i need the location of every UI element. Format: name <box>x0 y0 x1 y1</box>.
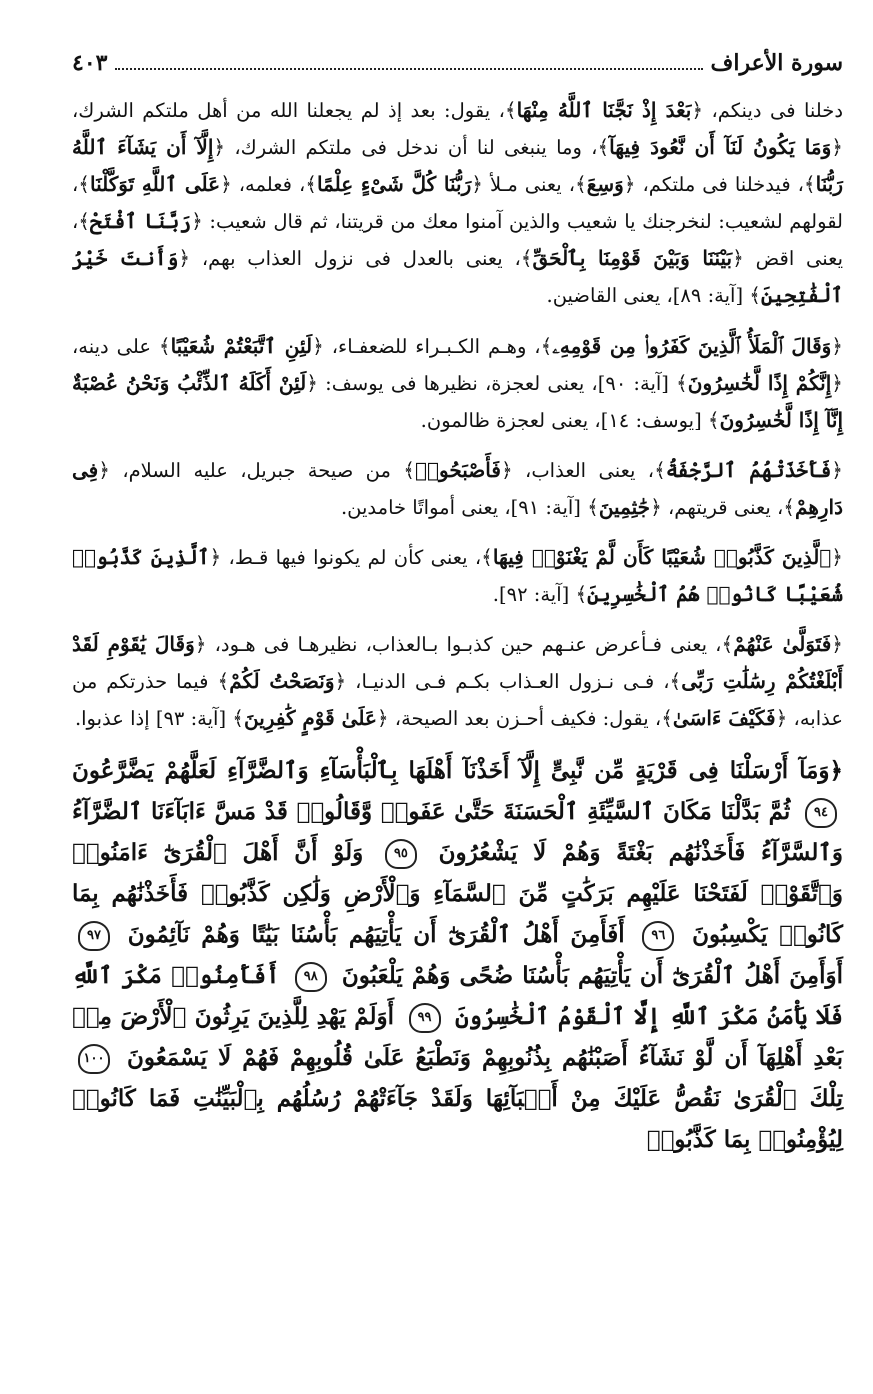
ayah-number-marker: ٩٩ <box>409 1003 441 1033</box>
commentary-section <box>72 92 843 737</box>
commentary-text: ، يعنى اقض <box>72 210 844 270</box>
ayah-number-marker: ٩٨ <box>295 962 327 992</box>
commentary-text: ، يعنى كأن لم يكونوا فيها قـط، <box>221 546 482 569</box>
commentary-text: [آية: ٨٩]، يعنى القاضين. <box>546 284 750 307</box>
page-header <box>72 50 843 86</box>
quran-quote: ﴿ لَئِنِ ٱتَّبَعْتُمْ شُعَيْبًا ﴾ <box>159 334 324 358</box>
verse-text: تِلْكَ ٱلْقُرَىٰ نَقُصُّ عَلَيْكَ مِنْ أَنۢبَآئِهَا وَلَقَدْ جَآءَتْهُمْ رُسُلُهُم بِٱلْبَيِّنَٰتِ فَمَا كَانُوا۟ لِيُؤْمِنُوا۟ بِمَا كَذَّبُوا۟ <box>72 1085 843 1153</box>
commentary-text: ، وما ينبغى لنا أن ندخل فى ملتكم الشرك، <box>225 136 598 159</box>
quran-quote: ﴿ فِى دَارِهِمْ ﴾ <box>72 458 843 519</box>
quran-quote: ﴿ ٱلَّذِينَ كَذَّبُوا۟ شُعَيْبًا كَانُوا۟ هُمُ ٱلْخَٰسِرِينَ ﴾ <box>72 545 843 606</box>
commentary-text: ، فيدخلنا فى ملتكم، <box>635 173 804 196</box>
commentary-text: فيما حذرتكم من عذابه، <box>72 670 843 730</box>
commentary-text: ، يقول: فكيف أحـزن بعد الصيحة، <box>388 707 662 730</box>
commentary-paragraph <box>72 328 843 439</box>
surah-title: سورة الأعراف <box>710 50 843 76</box>
ayah-number-marker: ٩٦ <box>642 921 674 951</box>
quran-quote: ﴿ فَأَصْبَحُوا۟ ﴾ <box>403 458 512 482</box>
ayah-number-marker: ٩٥ <box>385 839 417 869</box>
ayah-number-marker: ٩٤ <box>805 798 837 828</box>
quran-quote: ﴿ بَعْدَ إِذْ نَجَّنَا ٱللَّهُ مِنْهَا ﴾ <box>505 98 703 122</box>
quran-quote: ﴿ رَبَّنَا ٱفْتَحْ ﴾ <box>78 209 203 233</box>
commentary-text: ، يعنى بالعدل فى نزول العذاب بهم، <box>190 247 521 270</box>
quran-quote: ﴿ فَتَوَلَّىٰ عَنْهُمْ ﴾ <box>721 632 843 656</box>
commentary-text: ، وهـم الكـبـراء للضعفـاء، <box>323 335 541 358</box>
quran-quote: ﴿ إِلَّآ أَن يَشَآءَ ٱللَّهُ رَبُّنَا ﴾ <box>72 135 843 196</box>
book-page <box>72 50 843 1384</box>
quran-quote: ﴿ فَكَيْفَ ءَاسَىٰ ﴾ <box>661 706 787 730</box>
quran-quote: ﴿ وَقَالَ يَٰقَوْمِ لَقَدْ أَبْلَغْتُكُمْ رِسَٰلَٰتِ رَبِّى ﴾ <box>72 632 843 693</box>
commentary-paragraph <box>72 92 843 314</box>
quran-quote: ﴿ عَلَى ٱللَّهِ تَوَكَّلْنَا ﴾ <box>78 172 231 196</box>
commentary-text: من صيحة جبريل، عليه السلام، <box>109 459 404 482</box>
quran-quote: ﴿ وَقَالَ ٱلْمَلَأُ ٱلَّذِينَ كَفَرُوا۟ مِن قَوْمِهِۦ ﴾ <box>541 334 843 358</box>
verse-text: أَوَأَمِنَ أَهْلُ ٱلْقُرَىٰٓ أَن يَأْتِيَهُم بَأْسُنَا ضُحًى وَهُمْ يَلْعَبُونَ <box>332 962 843 989</box>
quran-quote: ﴿ وَنَصَحْتُ لَكُمْ ﴾ <box>217 669 346 693</box>
quran-quote: ﴿ ٱلَّذِينَ كَذَّبُوا۟ شُعَيْبًا كَأَن لَّمْ يَغْنَوْا۟ فِيهَا ﴾ <box>481 545 843 569</box>
commentary-text: ، يقول: بعد إذ لم يجعلنا الله من أهل ملتكم الشرك، <box>72 99 505 122</box>
commentary-text: ، فعلمه، <box>231 173 306 196</box>
ayah-number-marker: ١٠٠ <box>78 1044 110 1074</box>
ayah-number-marker: ٩٧ <box>78 921 110 951</box>
page-number: ٤٠٣ <box>72 50 108 76</box>
header-dotted-leader <box>115 50 702 70</box>
verse-text: أَفَأَمِنُوا۟ مَكْرَ ٱللَّهِ فَلَا يَأْمَنُ مَكْرَ ٱللَّهِ إِلَّا ٱلْقَوْمُ ٱلْخَٰسِرُونَ <box>72 962 844 1030</box>
commentary-paragraph <box>72 626 843 737</box>
quran-quote: ﴿ عَلَىٰ قَوْمٍ كَٰفِرِينَ ﴾ <box>232 706 388 730</box>
commentary-text: ، يعنى فـأعرض عنـهم حين كذبـوا بـالعذاب، نظيرهـا فى هـود، <box>206 633 722 656</box>
commentary-paragraph <box>72 452 843 526</box>
commentary-text: [يوسف: ١٤]، يعنى لعجزة ظالمون. <box>420 409 708 432</box>
quran-quote: ﴿ فَأَخَذَتْهُمُ ٱلرَّجْفَةُ ﴾ <box>654 458 843 482</box>
commentary-text: دخلنا فى دينكم، <box>703 99 843 122</box>
quran-quote: ﴿ وَسِعَ ﴾ <box>575 172 636 196</box>
verse-text: ﴿وَمَآ أَرْسَلْنَا فِى قَرْيَةٍ مِّن نَّبِىٍّ إِلَّآ أَخَذْنَآ أَهْلَهَا بِٱلْبَأْسَآءِ وَٱلضَّرَّآءِ لَعَلَّهُمْ يَضَّرَّعُونَ <box>72 757 843 784</box>
commentary-text: ، يعنى مـلأ <box>483 173 576 196</box>
verse-text: أَفَأَمِنَ أَهْلُ ٱلْقُرَىٰٓ أَن يَأْتِيَهُم بَأْسُنَا بَيَٰتًا وَهُمْ نَآئِمُونَ <box>116 921 625 948</box>
commentary-paragraph <box>72 539 843 613</box>
commentary-text: [آية: ٩٢]. <box>492 583 576 606</box>
verse-text: ثُمَّ بَدَّلْنَا مَكَانَ ٱلسَّيِّئَةِ ٱلْحَسَنَةَ حَتَّىٰ عَفَوا۟ وَّقَالُوا۟ قَدْ مَسَّ ءَابَآءَنَا ٱلضَّرَّآءُ وَٱلسَّرَّآءُ فَأَخَذْنَٰهُم بَغْتَةً وَهُمْ لَا يَشْعُرُونَ <box>72 798 843 866</box>
commentary-text: ، يعنى العذاب، <box>512 459 655 482</box>
verse-text: وَلَوْ أَنَّ أَهْلَ ٱلْقُرَىٰٓ ءَامَنُوا۟ وَٱتَّقَوْا۟ لَفَتَحْنَا عَلَيْهِم بَرَكَٰتٍ مِّنَ ٱلسَّمَآءِ وَٱلْأَرْضِ وَلَٰكِن كَذَّبُوا۟ فَأَخَذْنَٰهُم بِمَا كَانُوا۟ يَكْسِبُونَ <box>72 839 843 948</box>
quran-quote: ﴿ إِنَّكُمْ إِذًا لَّخَٰسِرُونَ ﴾ <box>676 371 843 395</box>
quran-quote: ﴿ رَبُّنَا كُلَّ شَىْءٍ عِلْمًا ﴾ <box>305 172 483 196</box>
quran-quote: ﴿ وَأَنتَ خَيْرُ ٱلْفَٰتِحِينَ ﴾ <box>72 246 843 307</box>
commentary-text: على دينه، <box>72 335 159 358</box>
commentary-text: [آية: ٩٣] إذا عذبوا. <box>74 707 233 730</box>
quran-quote: ﴿ جَٰثِمِينَ ﴾ <box>587 495 662 519</box>
quran-quote: ﴿ بَيْنَنَا وَبَيْنَ قَوْمِنَا بِٱلْحَقِّ ﴾ <box>521 246 744 270</box>
commentary-text: ، يعنى قريتهم، <box>661 496 784 519</box>
quran-verses-block <box>72 750 843 1160</box>
commentary-text: [آية: ٩٠]، يعنى لعجزة، نظيرها فى يوسف: <box>318 372 677 395</box>
verse-text: أَوَلَمْ يَهْدِ لِلَّذِينَ يَرِثُونَ ٱلْأَرْضَ مِنۢ بَعْدِ أَهْلِهَآ أَن لَّوْ نَشَآءُ أَصَبْنَٰهُم بِذُنُوبِهِمْ وَنَطْبَعُ عَلَىٰ قُلُوبِهِمْ فَهُمْ لَا يَسْمَعُونَ <box>72 1003 843 1071</box>
quran-quote: ﴿ وَمَا يَكُونُ لَنَآ أَن نَّعُودَ فِيهَآ ﴾ <box>597 135 843 159</box>
commentary-text: ، لقولهم لشعيب: لنخرجنك يا شعيب والذين آمنوا معك من قريتنا، ثم قال شعيب: <box>72 173 844 233</box>
quran-quote: ﴿ لَئِنْ أَكَلَهُ ٱلذِّئْبُ وَنَحْنُ عُصْبَةٌ إِنَّآ إِذًا لَّخَٰسِرُونَ ﴾ <box>72 371 843 432</box>
commentary-text: ، فـى نـزول العـذاب بكـم فـى الدنيـا، <box>346 670 670 693</box>
commentary-text: [آية: ٩١]، يعنى أمواتًا خامدين. <box>340 496 588 519</box>
